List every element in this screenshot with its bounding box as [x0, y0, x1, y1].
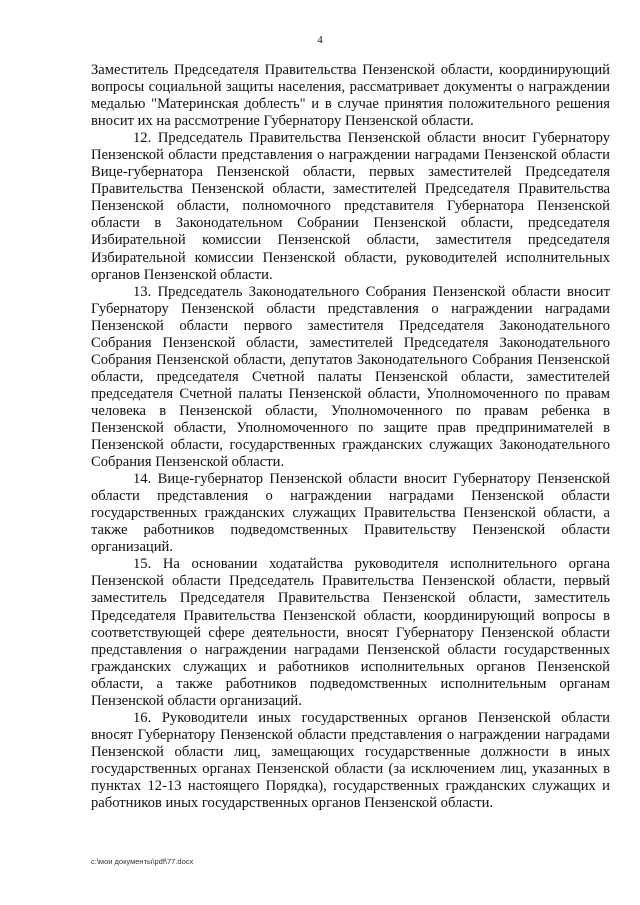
page-number: 4 — [317, 34, 323, 46]
document-body — [91, 62, 610, 812]
paragraph-11-continuation: Заместитель Председателя Правительства Пензенской области, координирующий вопросы социальной защиты населения, рассматривает документы о награждении медалью "Материнская доблесть" и в случае принятия положительного решения вносит их на рассмотрение Губернатору Пензенской области. — [91, 62, 610, 130]
paragraph-12: 12. Председатель Правительства Пензенской области вносит Губернатору Пензенской области представления о награждении наградами Пензенской области Вице-губернатора Пензенской области, первых заместителей Председателя Правительства Пензенской области, заместителей Председателя Правительства Пензенской области, полномочного представителя Губернатора Пензенской области в Законодательном Собрании Пензенской области, председателя Избирательной комиссии Пензенской области, заместителя председателя Избирательной комиссии Пензенской области, руководителей исполнительных органов Пензенской области. — [91, 130, 610, 283]
paragraph-15: 15. На основании ходатайства руководителя исполнительного органа Пензенской области Председатель Правительства Пензенской области, первый заместитель Председателя Правительства Пензенской области, заместитель Председателя Правительства Пензенской области, координирующий вопросы в соответствующей сфере деятельности, вносят Губернатору Пензенской области представления о награждении наградами Пензенской области государственных гражданских служащих и работников исполнительных органов Пензенской области, а также работников подведомственных исполнительным органам Пензенской области организаций. — [91, 556, 610, 709]
footer-file-path: c:\мои документы\pdf\77.docx — [91, 857, 194, 866]
paragraph-14: 14. Вице-губернатор Пензенской области вносит Губернатору Пензенской области представления о награждении наградами Пензенской области государственных гражданских служащих Правительства Пензенской области, а также работников подведомственных Правительству Пензенской области организаций. — [91, 471, 610, 556]
paragraph-13: 13. Председатель Законодательного Собрания Пензенской области вносит Губернатору Пензенской области представления о награждении наградами Пензенской области первого заместителя Председателя Законодательного Собрания Пензенской области, заместителей Председателя Законодательного Собрания Пензенской области, депутатов Законодательного Собрания Пензенской области, председателя Счетной палаты Пензенской области, заместителей председателя Счетной палаты Пензенской области, Уполномоченного по правам человека в Пензенской области, Уполномоченного по правам ребенка в Пензенской области, Уполномоченного по защите прав предпринимателей в Пензенской области, государственных гражданских служащих Законодательного Собрания Пензенской области. — [91, 283, 610, 471]
paragraph-16: 16. Руководители иных государственных органов Пензенской области вносят Губернатору Пензенской области представления о награждении наградами Пензенской области лиц, замещающих государственные должности в иных государственных органах Пензенской области (за исключением лиц, указанных в пунктах 12-13 настоящего Порядка), государственных гражданских служащих и работников иных государственных органов Пензенской области. — [91, 709, 610, 812]
